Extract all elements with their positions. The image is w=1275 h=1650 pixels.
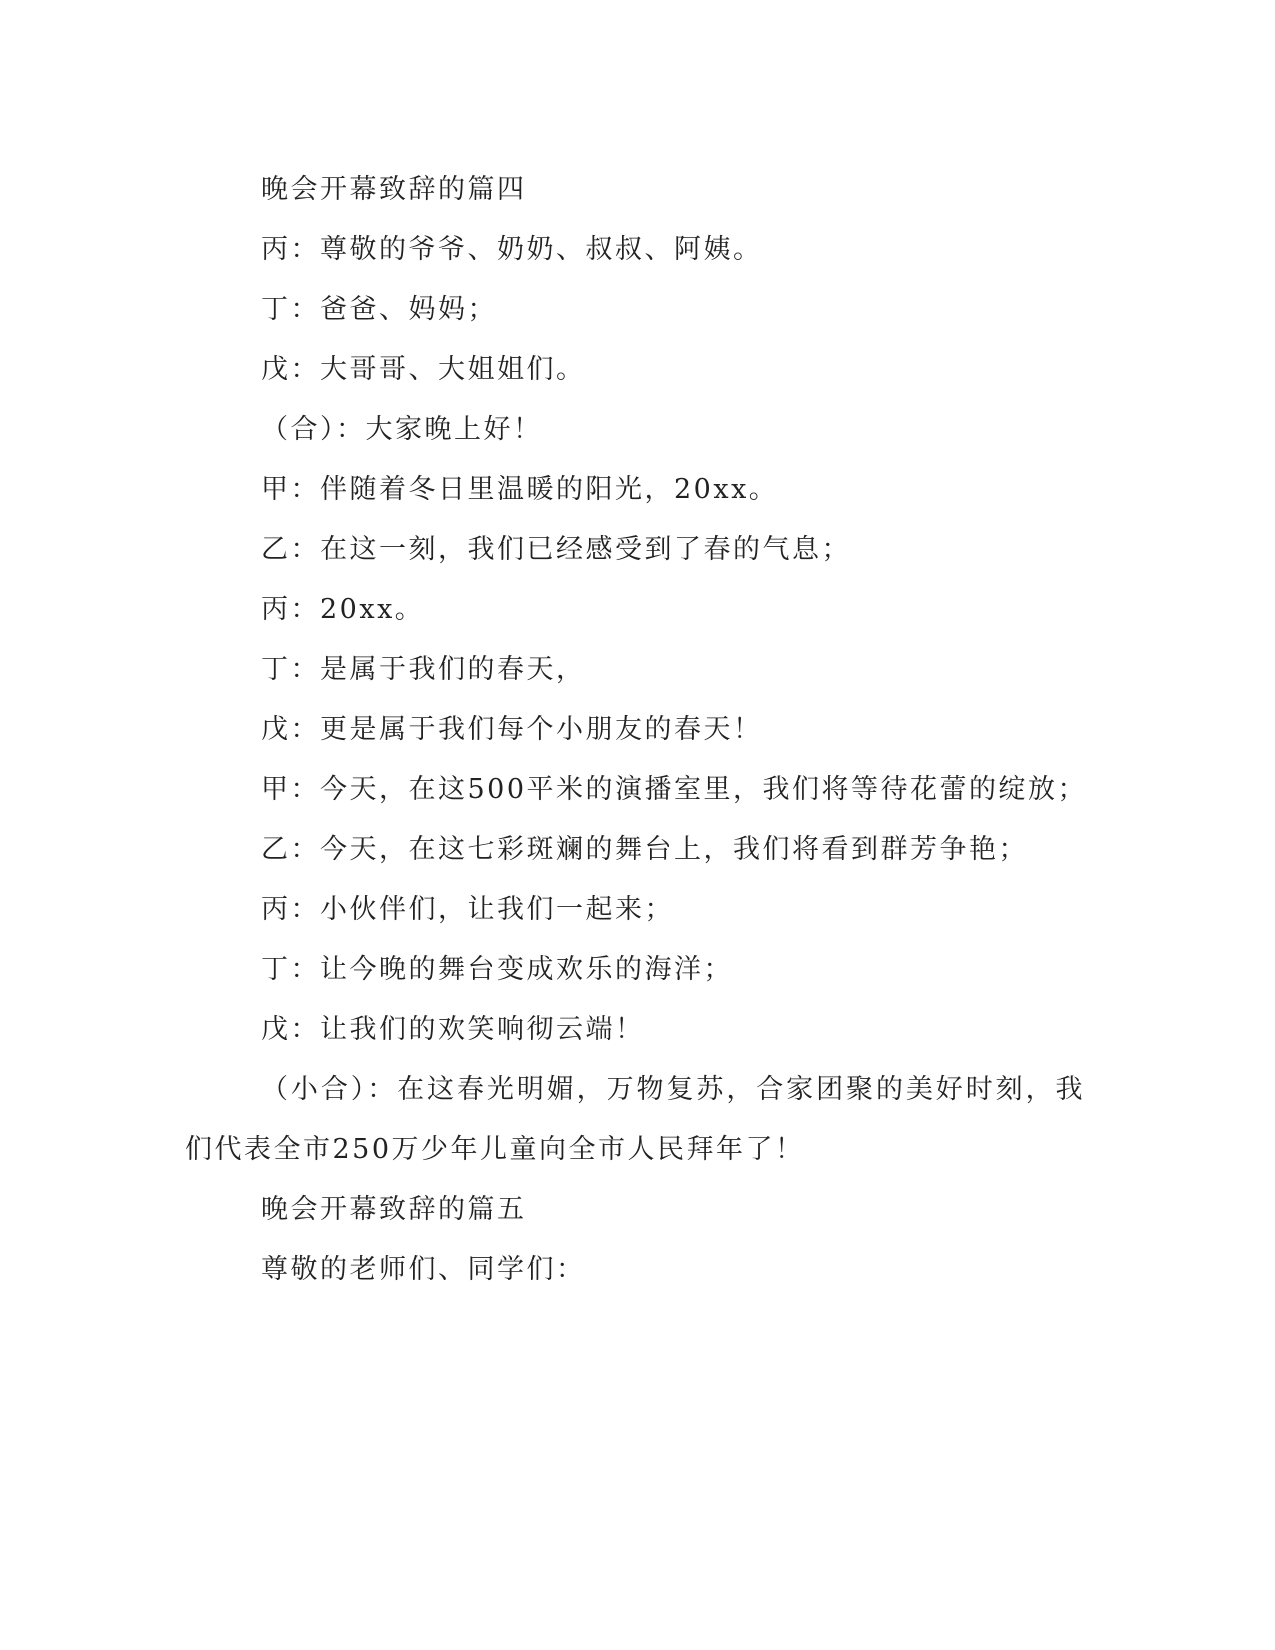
dialogue-line: 甲：伴随着冬日里温暖的阳光，20xx。 — [261, 474, 779, 505]
dialogue-line: 丙：小伙伴们，让我们一起来； — [261, 894, 674, 925]
dialogue-line: 丁：让今晚的舞台变成欢乐的海洋； — [261, 954, 733, 985]
dialogue-line: 丙：尊敬的爷爷、奶奶、叔叔、阿姨。 — [261, 234, 763, 265]
dialogue-line: 丁：是属于我们的春天， — [261, 654, 586, 685]
dialogue-line: 戊：让我们的欢笑响彻云端！ — [261, 1014, 645, 1045]
dialogue-line: （合）：大家晚上好！ — [261, 414, 543, 445]
document-body — [185, 160, 1088, 1300]
section-heading-5: 晚会开幕致辞的篇五 — [261, 1194, 527, 1225]
dialogue-line: 甲：今天，在这500平米的演播室里，我们将等待花蕾的绽放； — [261, 774, 1088, 805]
section-heading-4: 晚会开幕致辞的篇四 — [261, 174, 527, 205]
salutation-line: 尊敬的老师们、同学们： — [261, 1254, 586, 1285]
dialogue-line: 戊：更是属于我们每个小朋友的春天！ — [261, 714, 763, 745]
dialogue-line: 乙：今天，在这七彩斑斓的舞台上，我们将看到群芳争艳； — [261, 834, 1028, 865]
dialogue-line: （小合）：在这春光明媚，万物复苏，合家团聚的美好时刻，我们代表全市250万少年儿童向全市人民拜年了！ — [185, 1074, 1085, 1165]
dialogue-line: 乙：在这一刻，我们已经感受到了春的气息； — [261, 534, 851, 565]
dialogue-line: 丙：20xx。 — [261, 594, 425, 625]
dialogue-line: 丁：爸爸、妈妈； — [261, 294, 497, 325]
dialogue-line: 戊：大哥哥、大姐姐们。 — [261, 354, 586, 385]
